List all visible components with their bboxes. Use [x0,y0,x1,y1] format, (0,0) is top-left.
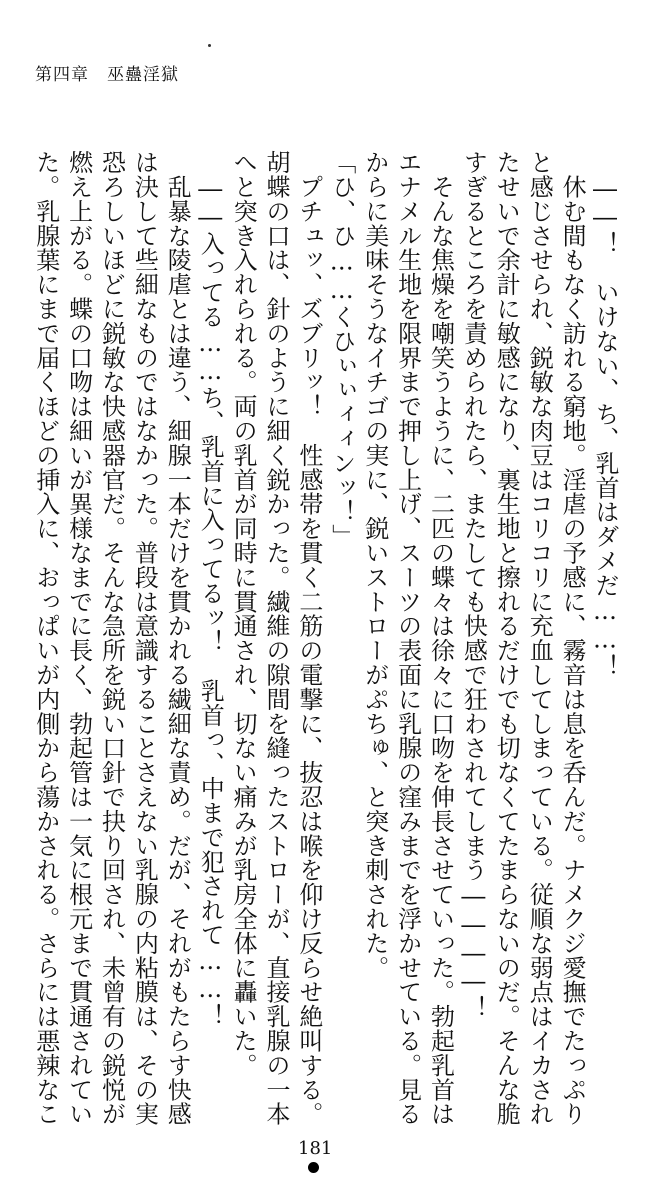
text-column: プチュッ、ズブリッ！ 性感帯を貫く二筋の電撃に、抜忍は喉を仰け反らせ絶叫する。 [294,150,323,1126]
text-column: 休む間もなく訪れる窮地。淫虐の予感に、霧音は息を呑んだ。ナメクジ愛撫でたっぷり [558,150,587,1126]
text-column: た。乳腺葉にまで届くほどの挿入に、おっぱいが内側から蕩かされる。さらには悪辣なこ [31,150,60,1126]
text-column: 「ひ、ひ……くひぃぃィィンッ！」 [327,150,356,549]
text-column: すぎるところを責められたら、またしても快感で狂わされてしまう――――！ [459,150,488,1020]
text-column: 燃え上がる。蝶の口吻は細いが異様なまでに長く、勃起管は一気に根元まで貫通されてい [64,150,93,1126]
text-column: へと突き入れられる。両の乳首が同時に貫通され、切ない痛みが乳房全体に轟いた。 [229,150,258,1078]
text-column: エナメル生地を限界まで押し上げ、スーツの表面に乳腺の窪みまでを浮かせている。見る [393,150,422,1126]
text-column: と感じさせられ、鋭敏な肉豆はコリコリに充血してしまっている。従順な弱点はイカされ [525,150,554,1126]
text-column: ――入ってる……ち、乳首に入ってるッ！ 乳首っ、中まで犯されて……！ [196,150,225,1028]
text-column: は決して些細なものではなかった。普段は意識することさえない乳腺の内粘膜は、その実 [130,150,159,1126]
text-column: ――！ いけない、ち、乳首はダメだ……！ [591,150,619,679]
page-number: 181 [298,1138,333,1159]
text-column: 恐ろしいほどに鋭敏な快感器官だ。そんな急所を鋭い口針で抉り回され、未曾有の鋭悦が [97,150,126,1126]
print-speck [208,44,211,47]
text-column: 乱暴な陵虐とは違う、細腺一本だけを貫かれる繊細な責め。だが、それがもたらす快感 [163,150,192,1126]
text-column: からに美味そうなイチゴの実に、鋭いストローがぷちゅ、と突き刺された。 [360,150,389,980]
running-head-chapter-title: 第四章 巫蠱淫獄 [35,65,179,85]
text-column: そんな焦燥を嘲笑うように、二匹の蝶々は徐々に口吻を伸長させていった。勃起乳首は [426,150,455,1126]
page-number-dot [308,1162,319,1173]
text-column: 胡蝶の口は、針のように細く鋭かった。繊維の隙間を縫ったストローが、直接乳腺の一本 [262,150,290,1126]
text-column: たせいで余計に敏感になり、裏生地と擦れるだけでも切なくてたまらないのだ。そんな脆 [492,150,521,1126]
